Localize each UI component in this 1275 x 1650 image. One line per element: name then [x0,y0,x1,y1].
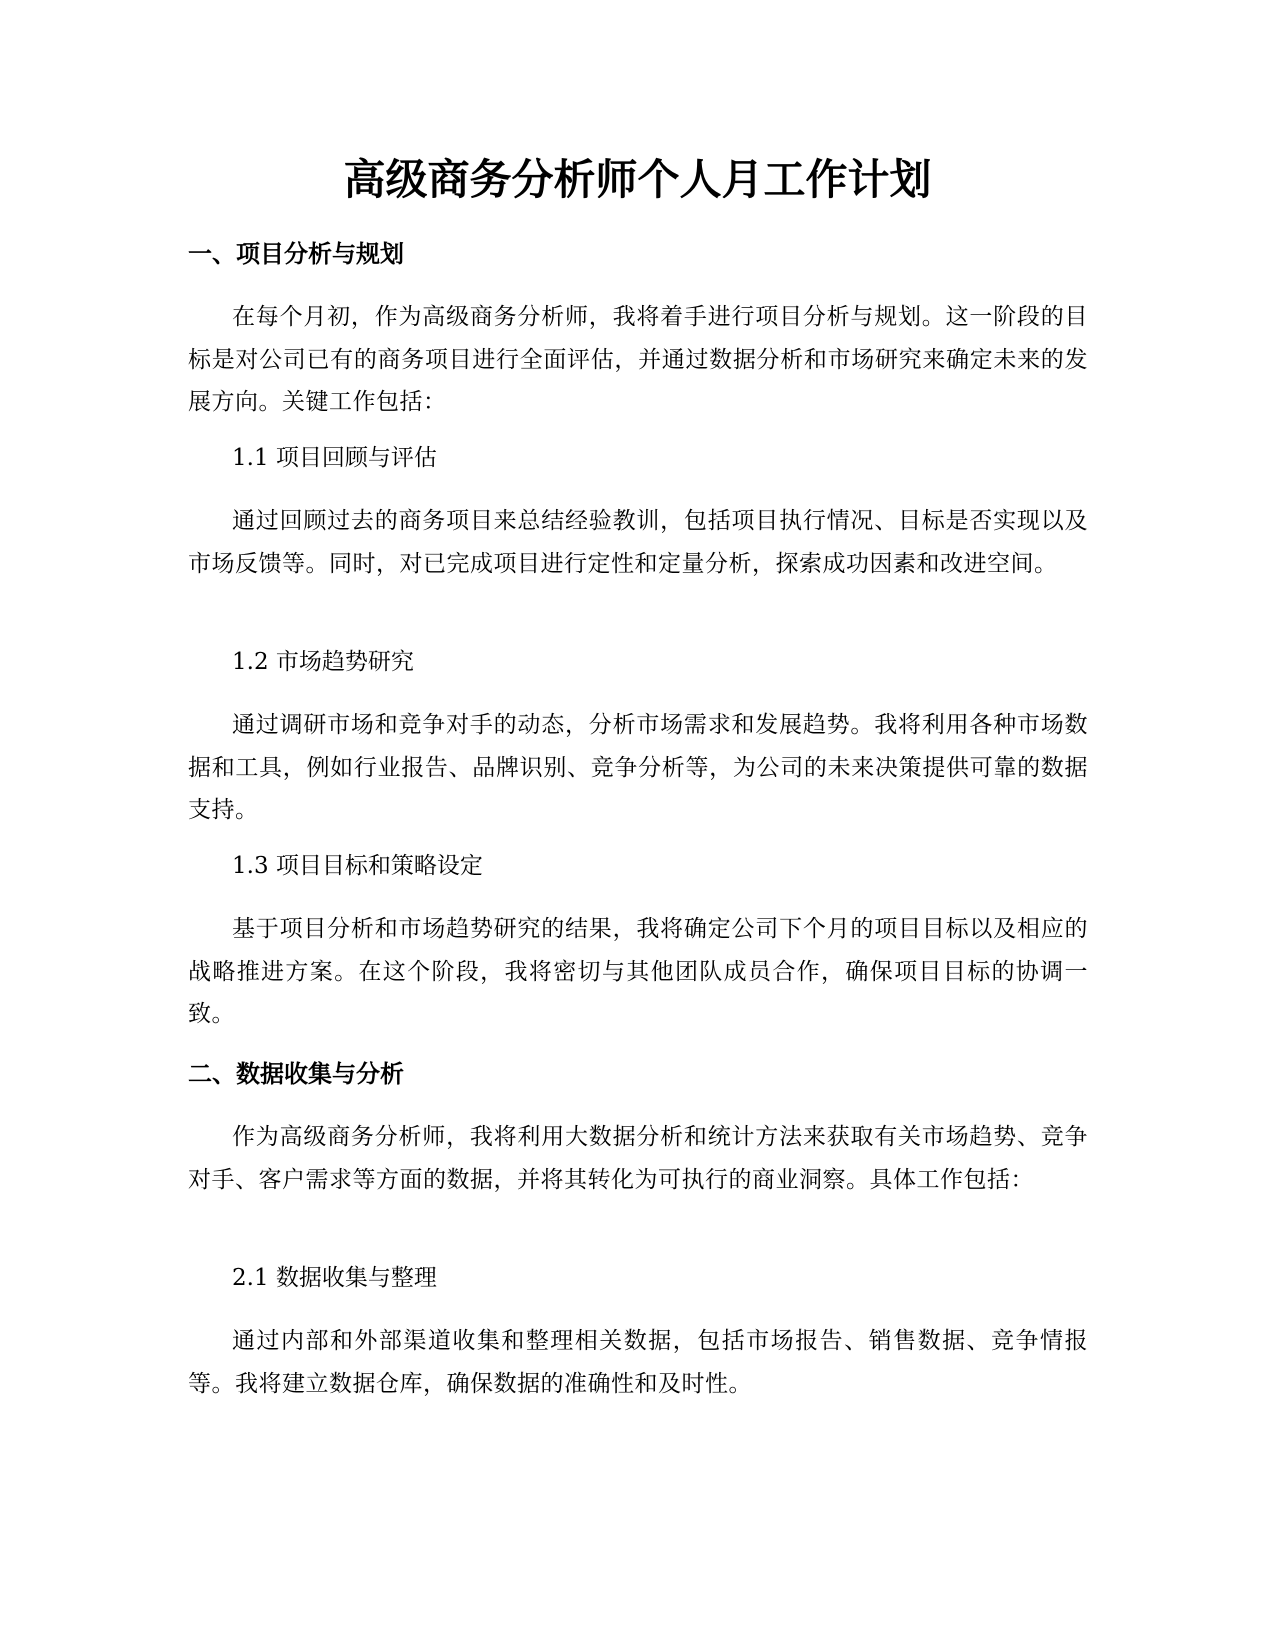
section-heading-1: 一、项目分析与规划 [188,240,404,268]
section-heading-2: 二、数据收集与分析 [188,1060,404,1088]
subheading-1-3: 1.3 项目目标和策略设定 [232,853,483,879]
paragraph-1-3: 基于项目分析和市场趋势研究的结果，我将确定公司下个月的项目目标以及相应的战略推进方案。在这个阶段，我将密切与其他团队成员合作，确保项目目标的协调一致。 [188,916,1088,1027]
section-2-intro: 作为高级商务分析师，我将利用大数据分析和统计方法来获取有关市场趋势、竞争对手、客户需求等方面的数据，并将其转化为可执行的商业洞察。具体工作包括： [188,1124,1088,1193]
paragraph-2-1: 通过内部和外部渠道收集和整理相关数据，包括市场报告、销售数据、竞争情报等。我将建立数据仓库，确保数据的准确性和及时性。 [188,1328,1088,1397]
paragraph-1-2: 通过调研市场和竞争对手的动态，分析市场需求和发展趋势。我将利用各种市场数据和工具，例如行业报告、品牌识别、竞争分析等，为公司的未来决策提供可靠的数据支持。 [188,712,1088,823]
subheading-1-1: 1.1 项目回顾与评估 [232,445,437,471]
document-title: 高级商务分析师个人月工作计划 [343,155,932,204]
subheading-1-2: 1.2 市场趋势研究 [232,649,414,675]
section-1-intro: 在每个月初，作为高级商务分析师，我将着手进行项目分析与规划。这一阶段的目标是对公司已有的商务项目进行全面评估，并通过数据分析和市场研究来确定未来的发展方向。关键工作包括： [188,304,1088,415]
paragraph-1-1: 通过回顾过去的商务项目来总结经验教训，包括项目执行情况、目标是否实现以及市场反馈等。同时，对已完成项目进行定性和定量分析，探索成功因素和改进空间。 [188,508,1088,577]
subheading-2-1: 2.1 数据收集与整理 [232,1265,437,1291]
